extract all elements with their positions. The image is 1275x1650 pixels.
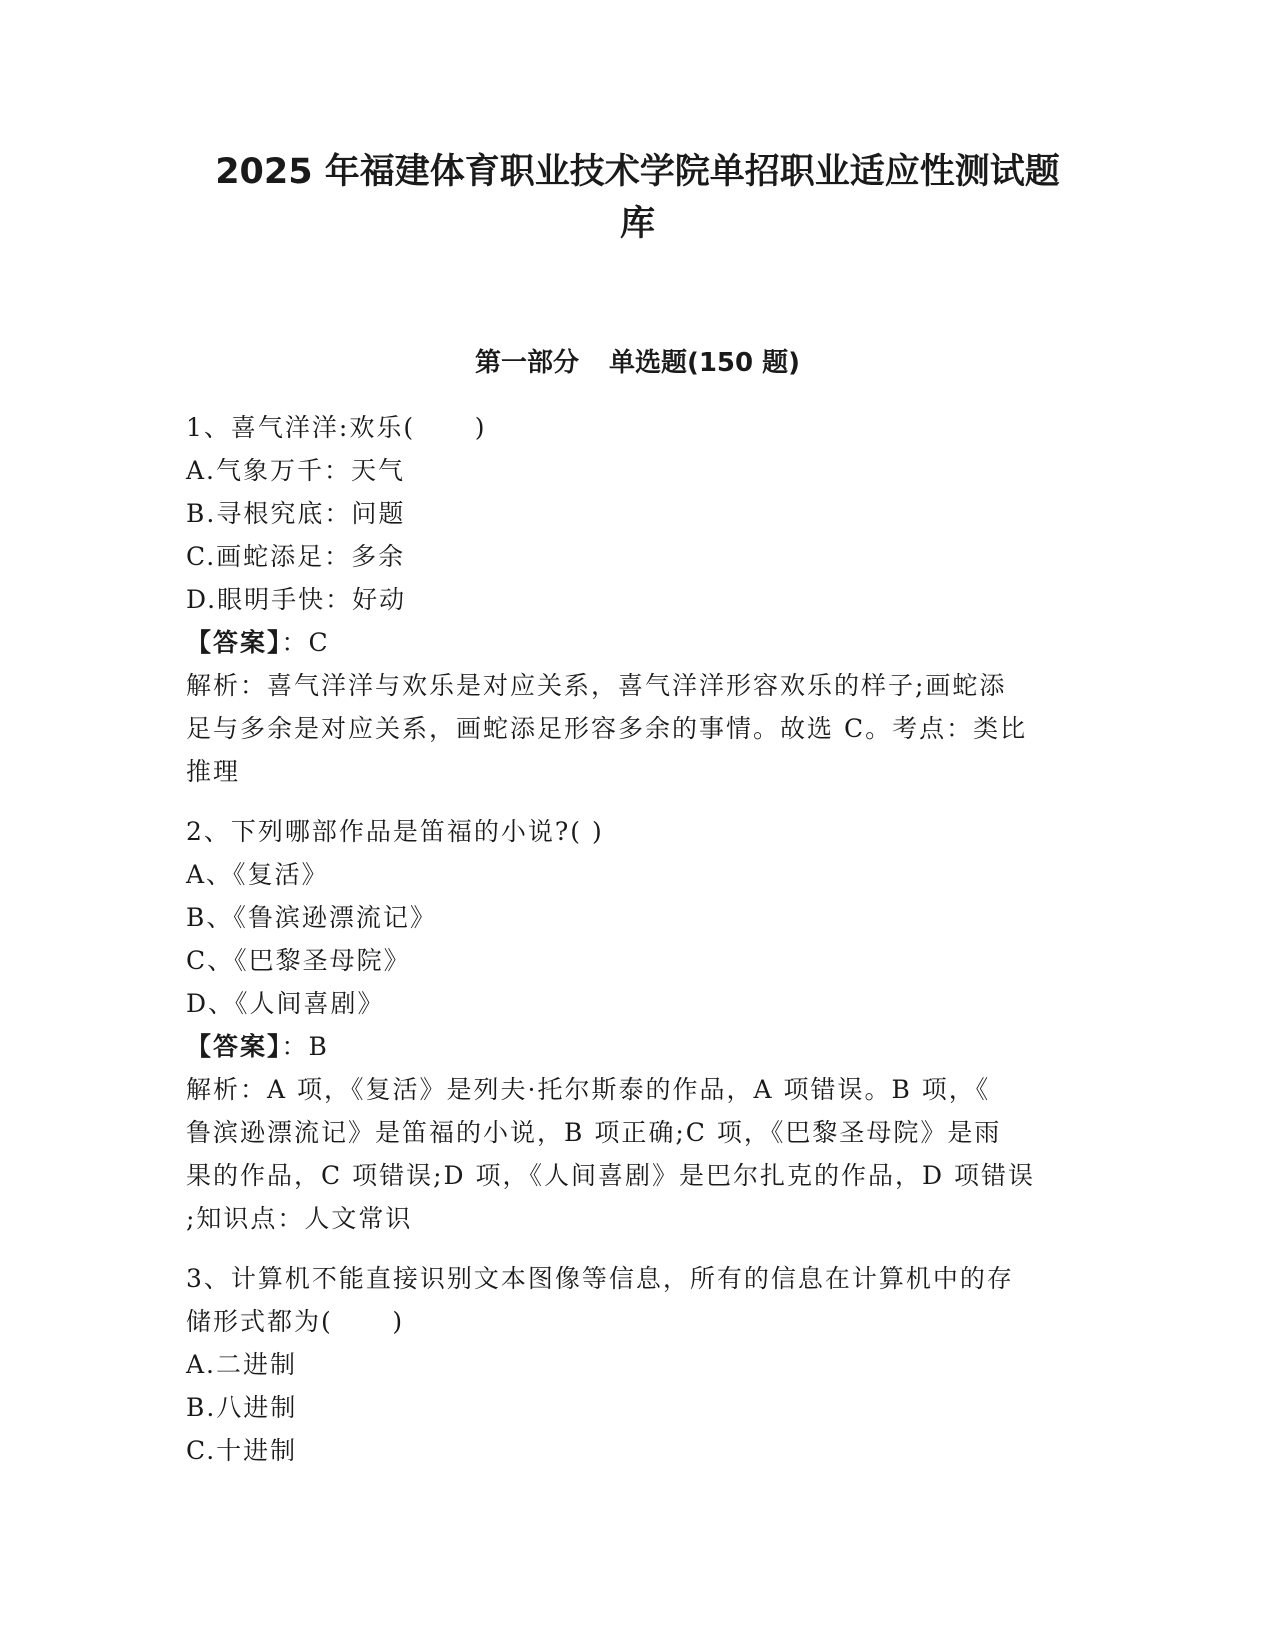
answer-label: 【答案】 (186, 628, 282, 657)
analysis-line: 鲁滨逊漂流记》是笛福的小说，B 项正确;C 项，《巴黎圣母院》是雨 (186, 1118, 1002, 1147)
analysis-line: 推理 (186, 757, 241, 786)
option-a: A.气象万千：天气 (186, 456, 406, 485)
document-title (150, 146, 1125, 250)
section-heading (150, 346, 1125, 380)
answer-line (186, 1025, 1086, 1068)
question-stem: 2、下列哪部作品是笛福的小说?( ) (186, 817, 604, 846)
answer-value: ：C (281, 628, 330, 657)
analysis-line: 解析：A 项，《复活》是列夫·托尔斯泰的作品，A 项错误。B 项，《 (186, 1075, 991, 1104)
question-2 (186, 810, 1086, 1240)
analysis-line: 解析：喜气洋洋与欢乐是对应关系，喜气洋洋形容欢乐的样子;画蛇添 (186, 671, 1007, 700)
title-line-2: 库 (619, 204, 655, 244)
option-b: B、《鲁滨逊漂流记》 (186, 903, 437, 932)
option-b: B.寻根究底：问题 (186, 499, 406, 528)
answer-line (186, 621, 1086, 664)
option-d: D.眼明手快：好动 (186, 585, 407, 614)
question-stem: 3、计算机不能直接识别文本图像等信息，所有的信息在计算机中的存 (186, 1264, 1014, 1293)
option-c: C.十进制 (186, 1436, 298, 1465)
option-b: B.八进制 (186, 1393, 298, 1422)
option-c: C、《巴黎圣母院》 (186, 946, 411, 975)
question-1 (186, 406, 1086, 793)
question-list (186, 406, 1086, 1489)
section-name: 单选题(150 题) (608, 348, 801, 378)
answer-label: 【答案】 (186, 1032, 282, 1061)
option-a: A.二进制 (186, 1350, 298, 1379)
option-a: A、《复活》 (186, 860, 329, 889)
analysis-line: ;知识点：人文常识 (186, 1204, 413, 1233)
analysis-line: 果的作品，C 项错误;D 项，《人间喜剧》是巴尔扎克的作品，D 项错误 (186, 1161, 1035, 1190)
option-d: D、《人间喜剧》 (186, 989, 385, 1018)
question-stem: 储形式都为( ) (186, 1307, 405, 1336)
question-3 (186, 1257, 1086, 1472)
title-line-1: 2025 年福建体育职业技术学院单招职业适应性测试题 (215, 152, 1060, 192)
section-part: 第一部分 (474, 348, 579, 378)
answer-value: ：B (281, 1032, 329, 1061)
option-c: C.画蛇添足：多余 (186, 542, 406, 571)
analysis-line: 足与多余是对应关系，画蛇添足形容多余的事情。故选 C。考点：类比 (186, 714, 1028, 743)
question-stem: 1、喜气洋洋:欢乐( ) (186, 413, 487, 442)
